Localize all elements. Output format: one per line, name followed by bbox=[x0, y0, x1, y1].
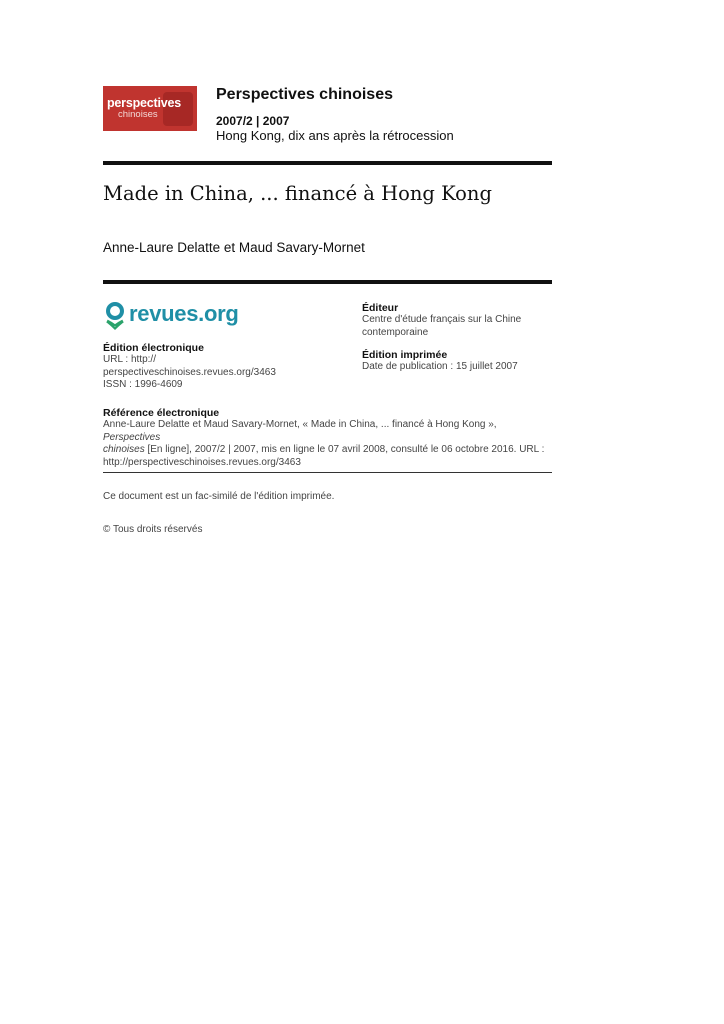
article-authors: Anne-Laure Delatte et Maud Savary-Mornet bbox=[103, 240, 365, 255]
reference-journal: Perspectives bbox=[103, 431, 161, 443]
middle-divider bbox=[103, 280, 552, 284]
reference-journal-line2: chinoises bbox=[103, 444, 145, 455]
edition-electronique-label: Édition électronique bbox=[103, 342, 204, 354]
bottom-divider bbox=[103, 472, 552, 473]
publisher-info bbox=[362, 302, 552, 374]
reference-part1: Anne-Laure Delatte et Maud Savary-Mornet, « Made in China, ... financé à Hong Kong », bbox=[103, 419, 497, 430]
reference-url[interactable]: http://perspectiveschinoises.revues.org/3463 bbox=[103, 456, 301, 468]
issue-title: Hong Kong, dix ans après la rétrocession bbox=[216, 128, 454, 143]
reference-text bbox=[103, 419, 552, 469]
edition-electronique bbox=[103, 342, 333, 392]
top-divider bbox=[103, 161, 552, 165]
journal-logo bbox=[103, 86, 197, 131]
facsimile-note: Ce document est un fac-similé de l'édition imprimée. bbox=[103, 491, 335, 502]
electronic-reference bbox=[103, 407, 552, 469]
editeur-line1: Centre d'étude français sur la Chine bbox=[362, 314, 522, 325]
revues-logo-text: revues.org bbox=[129, 301, 239, 326]
issn: ISSN : 1996-4609 bbox=[103, 379, 183, 390]
url-link[interactable]: perspectiveschinoises.revues.org/3463 bbox=[103, 366, 276, 378]
revues-person-icon bbox=[103, 302, 127, 332]
issue-number: 2007/2 | 2007 bbox=[216, 114, 290, 128]
logo-line2: chinoises bbox=[118, 109, 158, 120]
reference-label: Référence électronique bbox=[103, 407, 220, 419]
article-title: Made in China, ... financé à Hong Kong bbox=[103, 182, 492, 205]
editeur-label: Éditeur bbox=[362, 302, 399, 314]
journal-title: Perspectives chinoises bbox=[216, 86, 393, 103]
revues-logo bbox=[103, 301, 253, 331]
logo-line1: perspectives bbox=[107, 96, 182, 110]
publication-date: Date de publication : 15 juillet 2007 bbox=[362, 361, 518, 372]
editeur-line2: contemporaine bbox=[362, 326, 429, 338]
url-label: URL : http:// bbox=[103, 354, 156, 365]
copyright-note: © Tous droits réservés bbox=[103, 524, 203, 535]
edition-imprimee-label: Édition imprimée bbox=[362, 349, 448, 361]
reference-part2: [En ligne], 2007/2 | 2007, mis en ligne le 07 avril 2008, consulté le 06 octobre 2016. URL : bbox=[144, 444, 545, 455]
